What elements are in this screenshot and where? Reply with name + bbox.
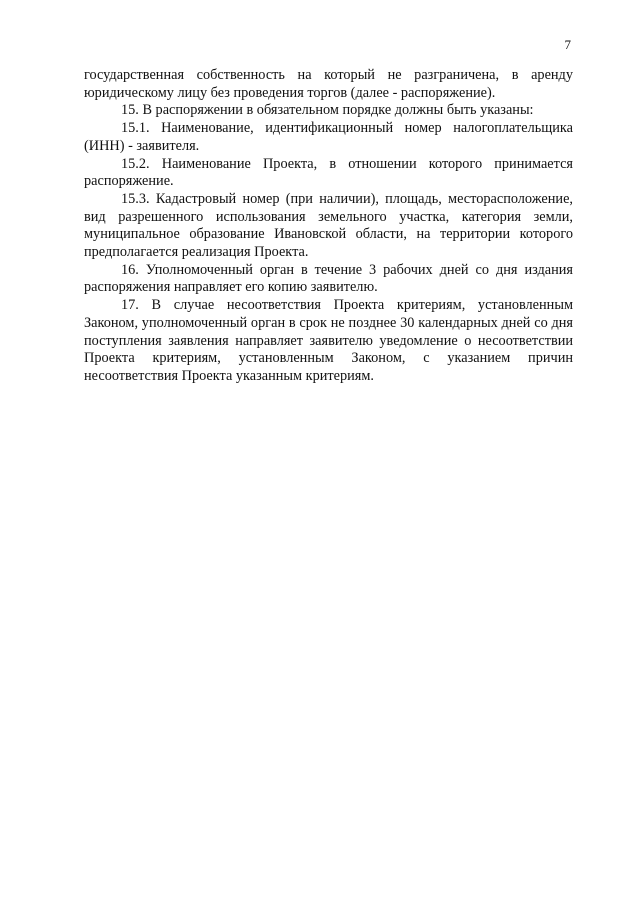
- paragraph-16: 16. Уполномоченный орган в течение 3 рабочих дней со дня издания распоряжения направляет его копию заявителю.: [84, 261, 573, 296]
- paragraph-continuation: государственная собственность на который не разграничена, в аренду юридическому лицу без проведения торгов (далее - распоряжение).: [84, 67, 573, 101]
- document-body: [84, 67, 573, 386]
- paragraph-15-3: 15.3. Кадастровый номер (при наличии), площадь, месторасположение, вид разрешенного использования земельного участка, категория земли, муниципальное образование Ивановской области, на территории которого предполагается реализация Проекта.: [84, 190, 573, 261]
- paragraph-15-1: 15.1. Наименование, идентификационный номер налогоплательщика (ИНН) - заявителя.: [84, 120, 573, 154]
- page-number: 7: [564, 37, 571, 52]
- paragraph-15-2: 15.2. Наименование Проекта, в отношении которого принимается распоряжение.: [84, 155, 573, 190]
- paragraph-15: 15. В распоряжении в обязательном порядке должны быть указаны:: [121, 102, 534, 119]
- paragraph-17: 17. В случае несоответствия Проекта критериям, установленным Законом, уполномоченный орган в срок не позднее 30 календарных дней со дня поступления заявления направляет заявителю уведомление о несоответствии Проекта критериям, установленным Законом, с указанием причин несоответствия Проекта указанным критериям.: [84, 297, 573, 384]
